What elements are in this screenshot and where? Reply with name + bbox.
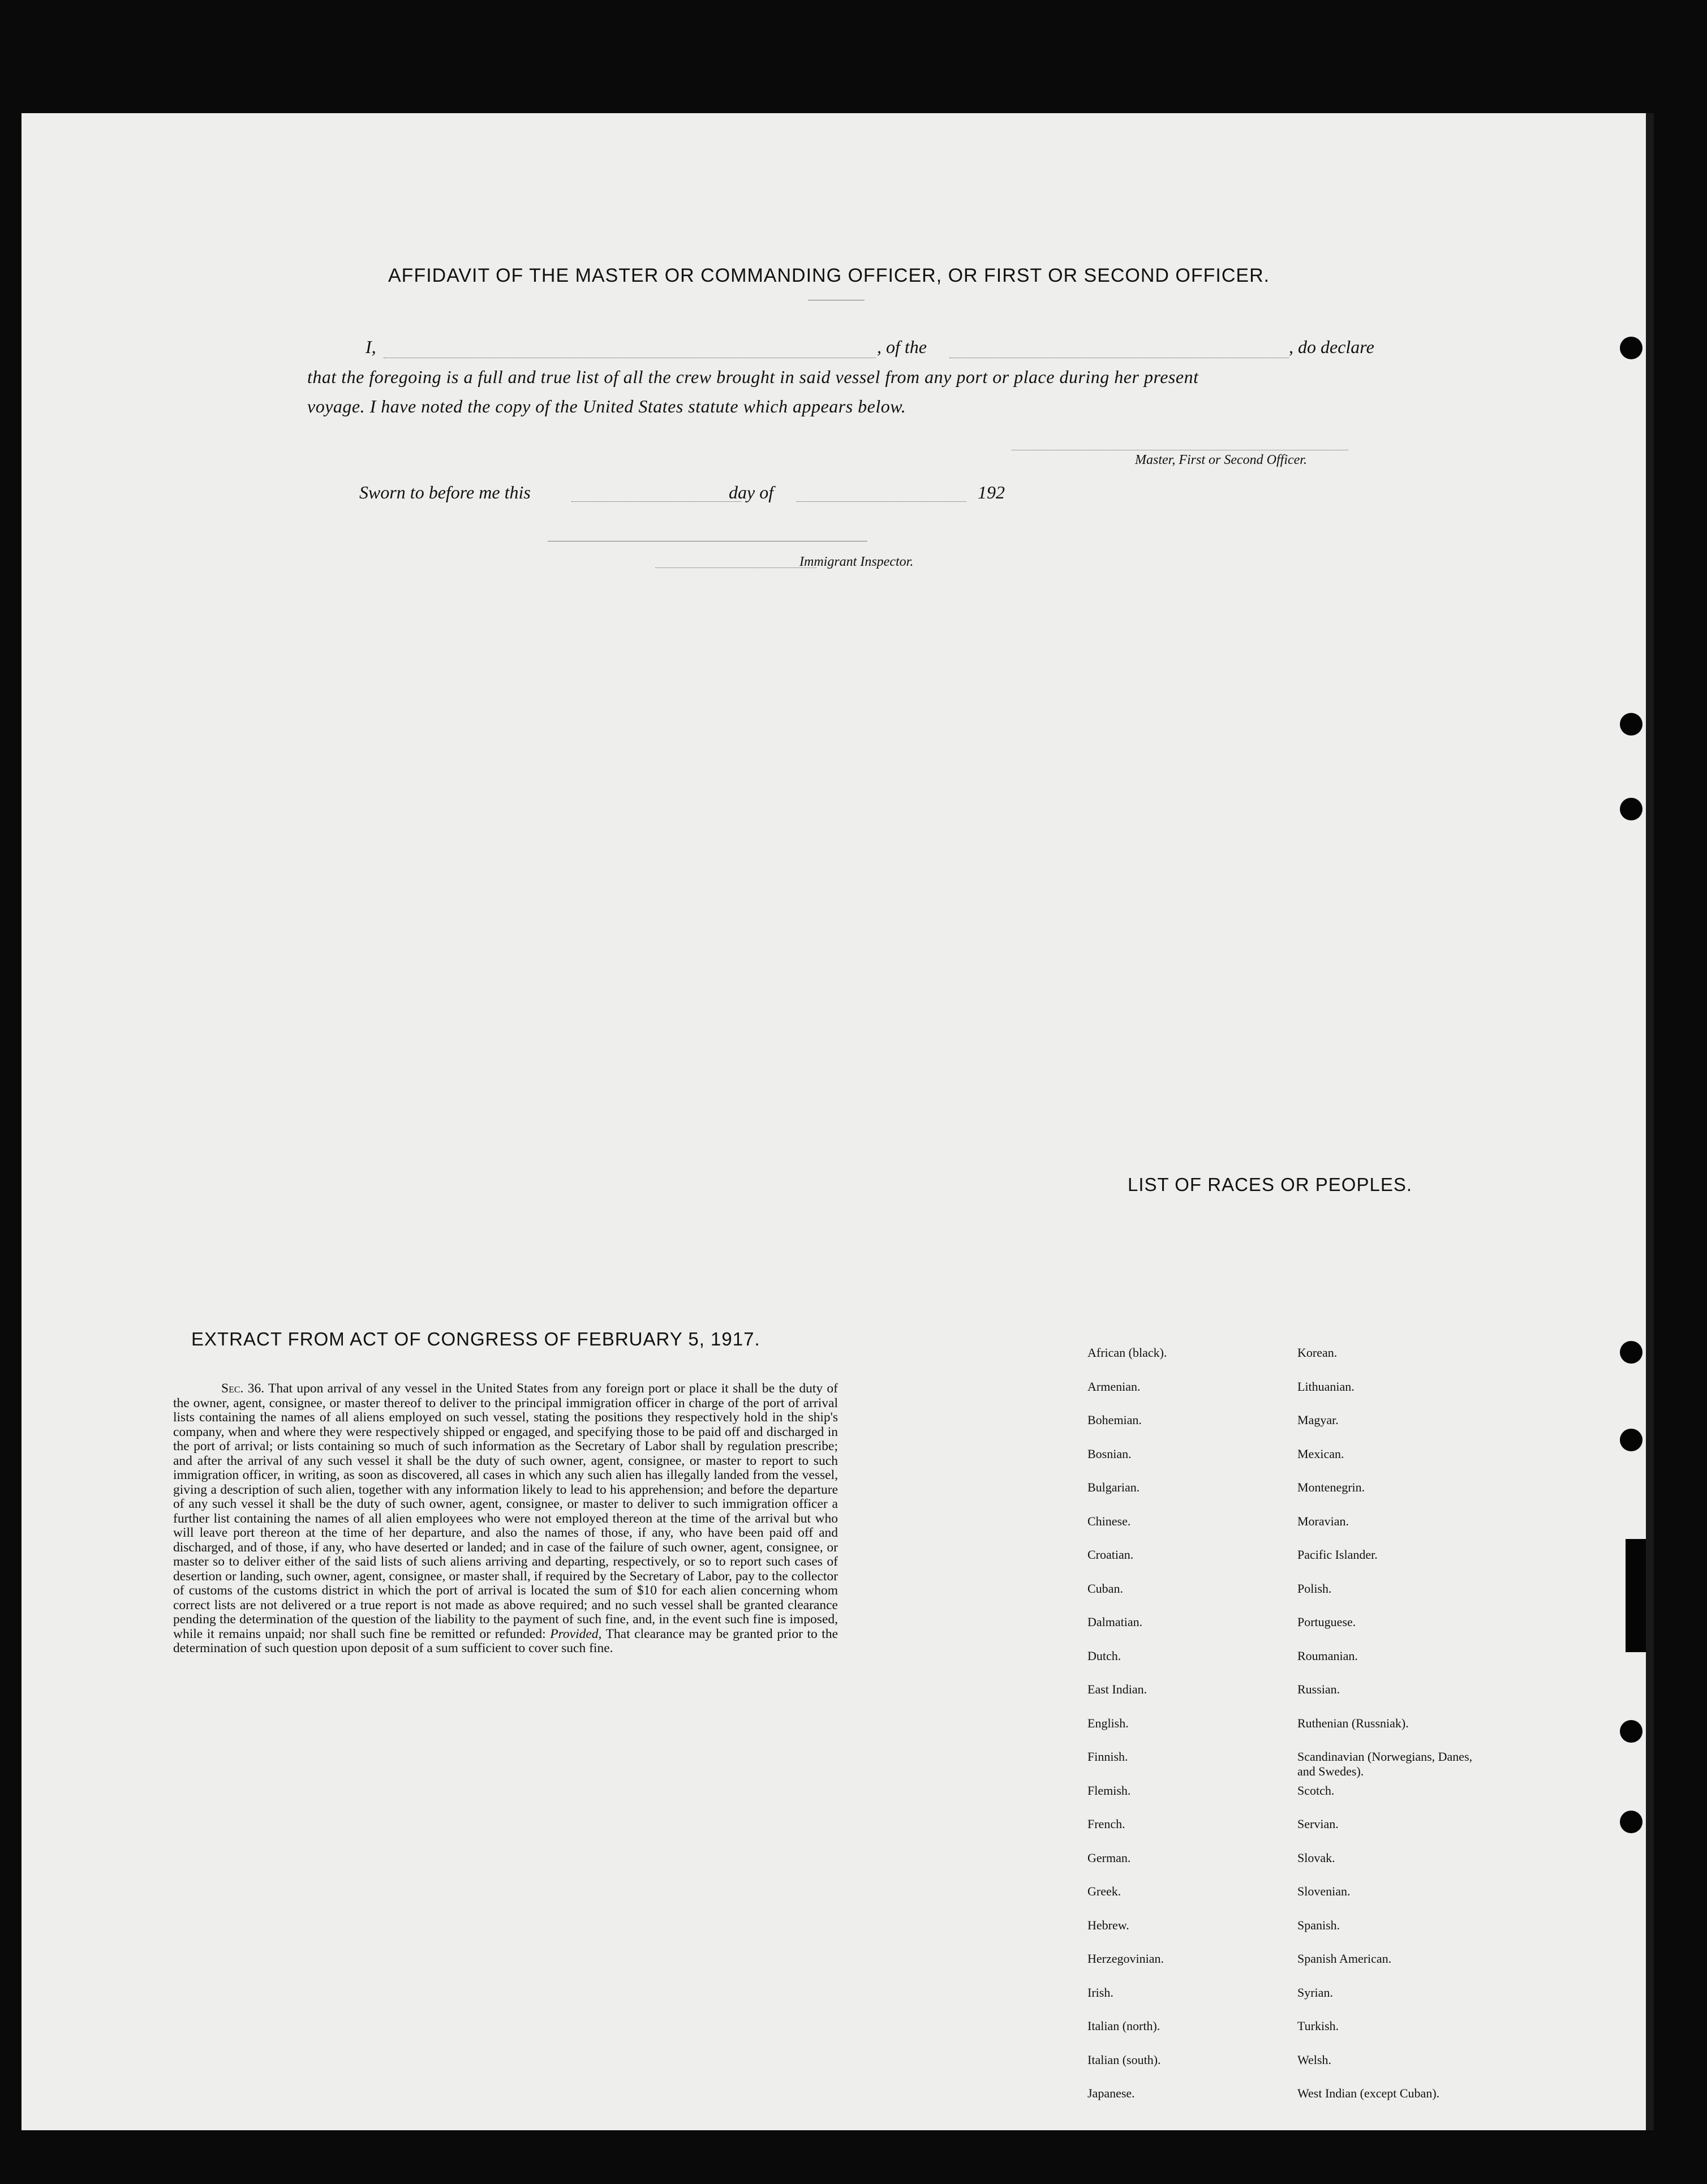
race-item: Lithuanian. — [1297, 1379, 1355, 1394]
section-body-2: That clearance may be granted prior to the determination of such question upon deposit of a sum sufficient to cover such fine. — [173, 1626, 838, 1656]
race-item: Spanish American. — [1297, 1951, 1392, 1966]
binding-hole — [1620, 1720, 1642, 1743]
race-item: French. — [1087, 1817, 1125, 1831]
affidavit-of-the-label: , of the — [877, 337, 927, 357]
binding-hole — [1620, 798, 1642, 820]
race-item: Dutch. — [1087, 1648, 1121, 1663]
race-item: Syrian. — [1297, 1985, 1333, 2000]
race-item: Armenian. — [1087, 1379, 1141, 1394]
race-item: Montenegrin. — [1297, 1480, 1365, 1494]
race-item: German. — [1087, 1850, 1131, 1865]
race-item: Bosnian. — [1087, 1446, 1132, 1461]
race-item: Korean. — [1297, 1345, 1338, 1360]
race-item: Irish. — [1087, 1985, 1113, 2000]
race-item: Slovak. — [1297, 1850, 1335, 1865]
sworn-month-field[interactable] — [797, 501, 966, 502]
race-item: Scandinavian (Norwegians, Danes, and Swedes). — [1297, 1749, 1473, 1778]
section-body-1: That upon arrival of any vessel in the United States from any foreign port or place it shall be the duty of the owner, agent, consignee, or master thereof to deliver to the principal immigration officer in charge of the port of arrival lists containing the names of all aliens employed on such vessel, stating the positions they respectively hold in the ship's company, when and where they were respectively shipped or engaged, and specifying those to be paid off and discharged in the port of arrival; or lists containing so much of such information as the Secretary of Labor shall by regulation prescribe; and after the arrival of any such vessel it shall be the duty of such owner, agent, consignee, or master to report to such immigration officer, in writing, as soon as discovered, all cases in which any such alien has illegally landed from the vessel, giving a description of such alien, together with any information likely to lead to his apprehension; and before the departure of any such vessel it shall be the duty of such owner, agent, consignee, or master to deliver to such immigration officer a further list containing the names of all alien employees who were not employed thereon at the time of the arrival but who will leave port thereon at the time of her departure, and also the names of those, if any, who have been paid off and discharged, and of those, if any, who have deserted or landed; and in case of the failure of such owner, agent, consignee, or master so to deliver either of the said lists of such aliens arriving and departing, respectively, or so to report such cases of desertion or landing, such owner, agent, consignee, or master shall, if required by the Secretary of Labor, pay to the collector of customs of the customs district in which the port of arrival is located the sum of $10 for each alien concerning whom correct lists are not delivered or a true report is not made as above required; and no such vessel shall be granted clearance pending the determination of the question of the liability to the payment of such fine, and, in the event such fine is imposed, while it remains unpaid; nor shall such fine be remitted or refunded: — [173, 1381, 839, 1641]
affidavit-declare-label: , do declare — [1289, 337, 1374, 357]
affidavit-declarant-label: I, — [366, 337, 376, 357]
right-edge-shadow — [1646, 113, 1654, 2130]
race-item: Chinese. — [1087, 1514, 1131, 1528]
race-item: Polish. — [1297, 1581, 1332, 1596]
sworn-year-label: 192 — [978, 482, 1005, 502]
section-label: Sec. 36. — [221, 1381, 265, 1396]
extract-section-text — [173, 1382, 838, 1656]
scanned-document-page — [22, 113, 1654, 2130]
affidavit-statement-line3: voyage. I have noted the copy of the United States statute which appears below. — [307, 396, 906, 416]
races-title: LIST OF RACES OR PEOPLES. — [1128, 1174, 1413, 1195]
race-item: Dalmatian. — [1087, 1615, 1143, 1629]
race-item: Roumanian. — [1297, 1648, 1358, 1663]
race-item: African (black). — [1087, 1345, 1167, 1360]
race-item: Croatian. — [1087, 1547, 1134, 1562]
race-item: Spanish. — [1297, 1918, 1340, 1932]
race-item: Bulgarian. — [1087, 1480, 1140, 1494]
race-item: East Indian. — [1087, 1682, 1147, 1696]
race-item: Italian (north). — [1087, 2019, 1160, 2033]
race-item: Japanese. — [1087, 2086, 1135, 2100]
race-item: Slovenian. — [1297, 1884, 1351, 1898]
race-item: Scotch. — [1297, 1783, 1335, 1798]
race-item: Greek. — [1087, 1884, 1121, 1898]
race-item: Flemish. — [1087, 1783, 1131, 1798]
race-item: Portuguese. — [1297, 1615, 1356, 1629]
binding-hole — [1620, 1341, 1642, 1364]
sworn-day-of-label: day of — [729, 482, 774, 502]
race-item: Ruthenian (Russniak). — [1297, 1716, 1409, 1730]
extract-title: EXTRACT FROM ACT OF CONGRESS OF FEBRUARY 5, 1917. — [191, 1329, 760, 1349]
provided-label: Provided, — [550, 1626, 602, 1641]
race-item: Servian. — [1297, 1817, 1339, 1831]
race-item: Moravian. — [1297, 1514, 1349, 1528]
race-item: Hebrew. — [1087, 1918, 1129, 1932]
inspector-label: Immigrant Inspector. — [799, 554, 914, 569]
race-item: Magyar. — [1297, 1413, 1339, 1427]
sworn-day-field[interactable] — [571, 501, 741, 502]
race-item: Mexican. — [1297, 1446, 1344, 1461]
race-item: English. — [1087, 1716, 1129, 1730]
binding-hole — [1620, 713, 1642, 736]
race-item: Herzegovinian. — [1087, 1951, 1164, 1966]
race-item: Cuban. — [1087, 1581, 1123, 1596]
sworn-before-label: Sworn to before me this — [359, 482, 531, 502]
race-item: Russian. — [1297, 1682, 1340, 1696]
affidavit-title: AFFIDAVIT OF THE MASTER OR COMMANDING OFFICER, OR FIRST OR SECOND OFFICER. — [388, 265, 1270, 286]
binding-hole — [1620, 1811, 1642, 1833]
affidavit-statement-line2: that the foregoing is a full and true list of all the crew brought in said vessel from any port or place during her present — [307, 367, 1199, 387]
race-item: Bohemian. — [1087, 1413, 1142, 1427]
race-item: West Indian (except Cuban). — [1297, 2086, 1440, 2100]
race-item: Finnish. — [1087, 1749, 1128, 1764]
race-item: Pacific Islander. — [1297, 1547, 1378, 1562]
officer-signature-label: Master, First or Second Officer. — [1135, 453, 1307, 467]
race-item: Turkish. — [1297, 2019, 1339, 2033]
race-item: Welsh. — [1297, 2052, 1331, 2067]
race-item: Italian (south). — [1087, 2052, 1161, 2067]
binding-tab — [1626, 1539, 1646, 1652]
binding-hole — [1620, 337, 1642, 359]
binding-hole — [1620, 1429, 1642, 1451]
